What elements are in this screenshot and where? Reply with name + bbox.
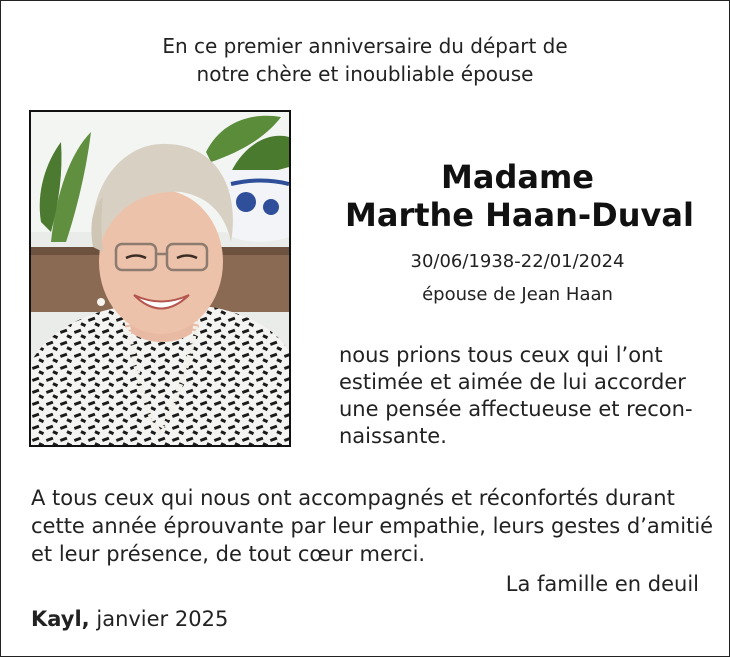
prayer-paragraph: [339, 342, 701, 450]
prayer-line: une pensée affectueuse et recon-: [339, 397, 693, 421]
portrait-photo: [29, 110, 291, 447]
thanks-paragraph: [31, 484, 721, 568]
thanks-line: et leur présence, de tout cœur merci.: [31, 542, 426, 566]
thanks-line: A tous ceux qui nous ont accompagnés et réconfortés durant: [31, 486, 675, 510]
family-signature: La famille en deuil: [505, 572, 699, 596]
intro-line-2: notre chère et inoubliable épouse: [196, 62, 534, 86]
prayer-line: naissante.: [339, 424, 447, 448]
prayer-line: estimée et aimée de lui accorder: [339, 370, 686, 394]
intro-line-1: En ce premier anniversaire du départ de: [162, 34, 568, 58]
deceased-name: Marthe Haan-Duval: [345, 196, 694, 234]
prayer-line: nous prions tous ceux qui l’ont: [339, 343, 663, 367]
spouse-note: épouse de Jean Haan: [422, 284, 613, 305]
deceased-identity: [345, 158, 694, 307]
thanks-line: cette année éprouvante par leur empathie, leurs gestes d’amitié: [31, 514, 714, 538]
portrait-illustration: [31, 112, 289, 445]
deceased-title: Madame: [441, 158, 594, 196]
life-dates: 30/06/1938-22/01/2024: [410, 251, 625, 272]
place-date: [31, 605, 228, 633]
notice-date: janvier 2025: [96, 607, 229, 631]
intro-text: [0, 32, 730, 88]
place-name: Kayl,: [31, 607, 90, 631]
